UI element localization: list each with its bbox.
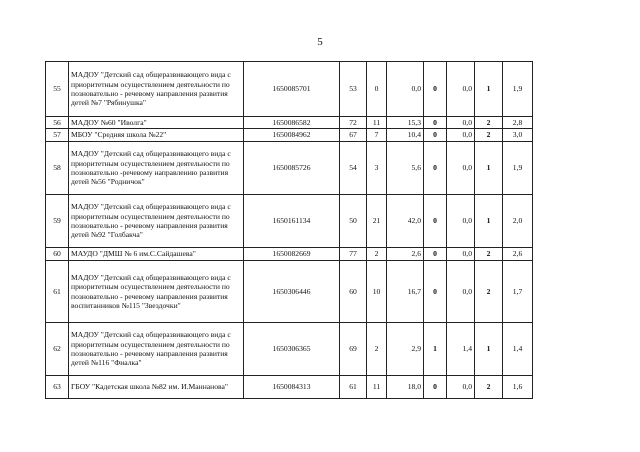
row-number: 60 [46, 248, 69, 261]
count-2: 1 [424, 323, 447, 376]
total-count: 69 [340, 323, 367, 376]
organization-name: МАДОУ "Детский сад общеразвивающего вида с приоритетным осуществлением деятельности по позновательно - речевому направления развития детей №116 "Фиалка" [69, 323, 244, 376]
count-3: 1 [475, 62, 503, 117]
table-row [46, 62, 533, 117]
count-3: 1 [475, 195, 503, 248]
percent-2: 0,0 [447, 195, 475, 248]
count-3: 2 [475, 248, 503, 261]
percent-3: 1,6 [503, 376, 533, 399]
count-2: 0 [424, 117, 447, 129]
table-row [46, 248, 533, 261]
percent-3: 2,8 [503, 117, 533, 129]
count-1: 2 [367, 323, 387, 376]
percent-1: 42,0 [387, 195, 424, 248]
count-2: 0 [424, 142, 447, 195]
count-2: 0 [424, 248, 447, 261]
inn-code: 1650084962 [244, 129, 340, 142]
inn-code: 1650306446 [244, 261, 340, 323]
total-count: 61 [340, 376, 367, 399]
row-number: 58 [46, 142, 69, 195]
count-1: 10 [367, 261, 387, 323]
percent-3: 1,9 [503, 62, 533, 117]
count-1: 11 [367, 117, 387, 129]
table-row [46, 117, 533, 129]
inn-code: 1650161134 [244, 195, 340, 248]
count-1: 2 [367, 248, 387, 261]
percent-2: 0,0 [447, 248, 475, 261]
row-number: 57 [46, 129, 69, 142]
count-3: 1 [475, 142, 503, 195]
table-row [46, 376, 533, 399]
organization-name: МАУДО "ДМШ № 6 им.С.Сайдашева" [69, 248, 244, 261]
count-1: 0 [367, 62, 387, 117]
count-3: 1 [475, 323, 503, 376]
count-3: 2 [475, 117, 503, 129]
inn-code: 1650084313 [244, 376, 340, 399]
count-1: 7 [367, 129, 387, 142]
percent-1: 15,3 [387, 117, 424, 129]
row-number: 55 [46, 62, 69, 117]
count-1: 3 [367, 142, 387, 195]
organization-name: МАДОУ "Детский сад общеразвивающего вида с приоритетным осуществлением деятельности по позновательно - речевому направления развития детей №7 "Рябинушка" [69, 62, 244, 117]
organization-name: МАДОУ "Детский сад общеразвивающего вида с приоритетным осуществлением деятельности по позновательно -речевому направлению развития детей №56 "Родничок" [69, 142, 244, 195]
percent-2: 0,0 [447, 117, 475, 129]
percent-1: 0,0 [387, 62, 424, 117]
count-2: 0 [424, 195, 447, 248]
total-count: 67 [340, 129, 367, 142]
percent-3: 1,9 [503, 142, 533, 195]
total-count: 50 [340, 195, 367, 248]
table-row [46, 142, 533, 195]
percent-2: 0,0 [447, 62, 475, 117]
percent-1: 5,6 [387, 142, 424, 195]
count-3: 2 [475, 129, 503, 142]
inn-code: 1650306365 [244, 323, 340, 376]
table-row [46, 323, 533, 376]
total-count: 77 [340, 248, 367, 261]
organization-name: МАДОУ №60 "Иволга" [69, 117, 244, 129]
percent-3: 3,0 [503, 129, 533, 142]
row-number: 62 [46, 323, 69, 376]
count-2: 0 [424, 62, 447, 117]
row-number: 61 [46, 261, 69, 323]
table-row [46, 261, 533, 323]
count-1: 21 [367, 195, 387, 248]
percent-1: 18,0 [387, 376, 424, 399]
count-3: 2 [475, 376, 503, 399]
inn-code: 1650082669 [244, 248, 340, 261]
count-2: 0 [424, 376, 447, 399]
percent-1: 2,9 [387, 323, 424, 376]
percent-3: 1,7 [503, 261, 533, 323]
percent-3: 1,4 [503, 323, 533, 376]
page-number: 5 [317, 36, 323, 48]
table-row [46, 129, 533, 142]
percent-2: 0,0 [447, 376, 475, 399]
percent-1: 2,6 [387, 248, 424, 261]
percent-2: 1,4 [447, 323, 475, 376]
row-number: 56 [46, 117, 69, 129]
total-count: 53 [340, 62, 367, 117]
organization-name: МАДОУ "Детский сад общеразвивающего вида с приоритетным осуществлением деятельности по позновательно - речевому направления развития детей №92 "Голбакча" [69, 195, 244, 248]
count-2: 0 [424, 261, 447, 323]
row-number: 63 [46, 376, 69, 399]
row-number: 59 [46, 195, 69, 248]
percent-2: 0,0 [447, 261, 475, 323]
count-2: 0 [424, 129, 447, 142]
percent-1: 16,7 [387, 261, 424, 323]
organization-name: МАДОУ "Детский сад общеразвивающего вида с приоритетным осуществлением деятельности по позновательно - речевому направления развития воспитанников №115 "Звездочки" [69, 261, 244, 323]
percent-2: 0,0 [447, 142, 475, 195]
count-1: 11 [367, 376, 387, 399]
inn-code: 1650085726 [244, 142, 340, 195]
percent-2: 0,0 [447, 129, 475, 142]
organization-name: ГБОУ "Кадетская школа №82 им. И.Маннанова" [69, 376, 244, 399]
total-count: 60 [340, 261, 367, 323]
total-count: 54 [340, 142, 367, 195]
percent-1: 10,4 [387, 129, 424, 142]
count-3: 2 [475, 261, 503, 323]
inn-code: 1650086582 [244, 117, 340, 129]
table-row [46, 195, 533, 248]
inn-code: 1650085701 [244, 62, 340, 117]
organization-name: МБОУ "Средняя школа №22" [69, 129, 244, 142]
percent-3: 2,6 [503, 248, 533, 261]
total-count: 72 [340, 117, 367, 129]
percent-3: 2,0 [503, 195, 533, 248]
data-table [45, 61, 533, 399]
